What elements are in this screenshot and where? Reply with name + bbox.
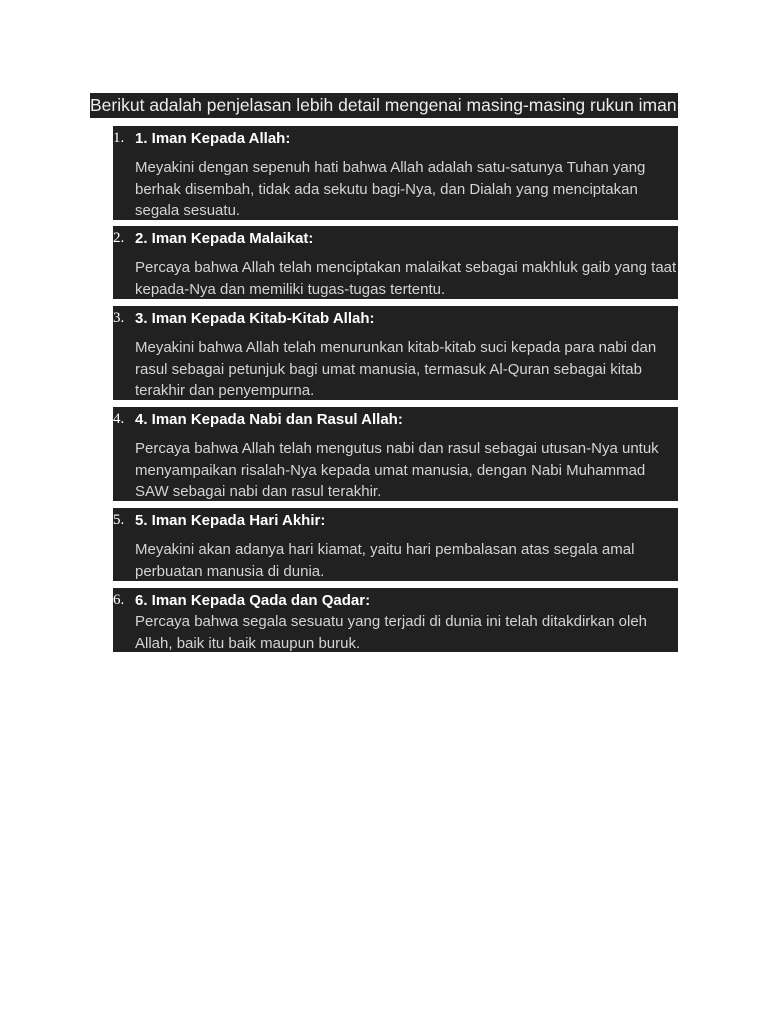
list-number: 5.	[113, 512, 125, 528]
item-heading: 3. Iman Kepada Kitab-Kitab Allah:	[135, 310, 375, 327]
list-item	[113, 126, 678, 220]
intro-text: Berikut adalah penjelasan lebih detail mengenai masing-masing rukun iman:	[90, 93, 678, 118]
list-item-body	[135, 588, 678, 652]
list-item	[113, 508, 678, 581]
list-number: 1.	[113, 130, 125, 146]
item-description: Percaya bahwa segala sesuatu yang terjadi di dunia ini telah ditakdirkan oleh Allah, baik itu baik maupun buruk.	[135, 613, 647, 652]
list-number: 6.	[113, 592, 125, 608]
item-description: Meyakini bahwa Allah telah menurunkan kitab-kitab suci kepada para nabi dan rasul sebagai petunjuk bagi umat manusia, termasuk Al-Quran sebagai kitab terakhir dan penyempurna.	[135, 339, 657, 399]
item-heading: 5. Iman Kepada Hari Akhir:	[135, 512, 326, 529]
item-heading: 6. Iman Kepada Qada dan Qadar:	[135, 592, 371, 609]
list-number: 4.	[113, 411, 125, 427]
list-number: 3.	[113, 310, 125, 326]
item-description: Meyakini dengan sepenuh hati bahwa Allah adalah satu-satunya Tuhan yang berhak disembah, tidak ada sekutu bagi-Nya, dan Dialah yang menciptakan segala sesuatu.	[135, 159, 646, 219]
list-item	[113, 588, 678, 652]
list-number: 2.	[113, 230, 125, 246]
list-item-body	[135, 126, 678, 220]
list-item-body	[135, 226, 678, 299]
list-item	[113, 226, 678, 299]
list-item	[113, 306, 678, 400]
list-item-body	[135, 407, 678, 501]
list-item-body	[135, 508, 678, 581]
item-description: Percaya bahwa Allah telah mengutus nabi dan rasul sebagai utusan-Nya untuk menyampaikan risalah-Nya kepada umat manusia, dengan Nabi Muhammad SAW sebagai nabi dan rasul terakhir.	[135, 440, 659, 500]
item-heading: 4. Iman Kepada Nabi dan Rasul Allah:	[135, 411, 403, 428]
item-description: Meyakini akan adanya hari kiamat, yaitu hari pembalasan atas segala amal perbuatan manusia di dunia.	[135, 541, 635, 580]
list-item	[113, 407, 678, 501]
list-item-body	[135, 306, 678, 400]
item-heading: 2. Iman Kepada Malaikat:	[135, 230, 314, 247]
item-description: Percaya bahwa Allah telah menciptakan malaikat sebagai makhluk gaib yang taat kepada-Nya dan memiliki tugas-tugas tertentu.	[135, 259, 677, 298]
item-heading: 1. Iman Kepada Allah:	[135, 130, 291, 147]
